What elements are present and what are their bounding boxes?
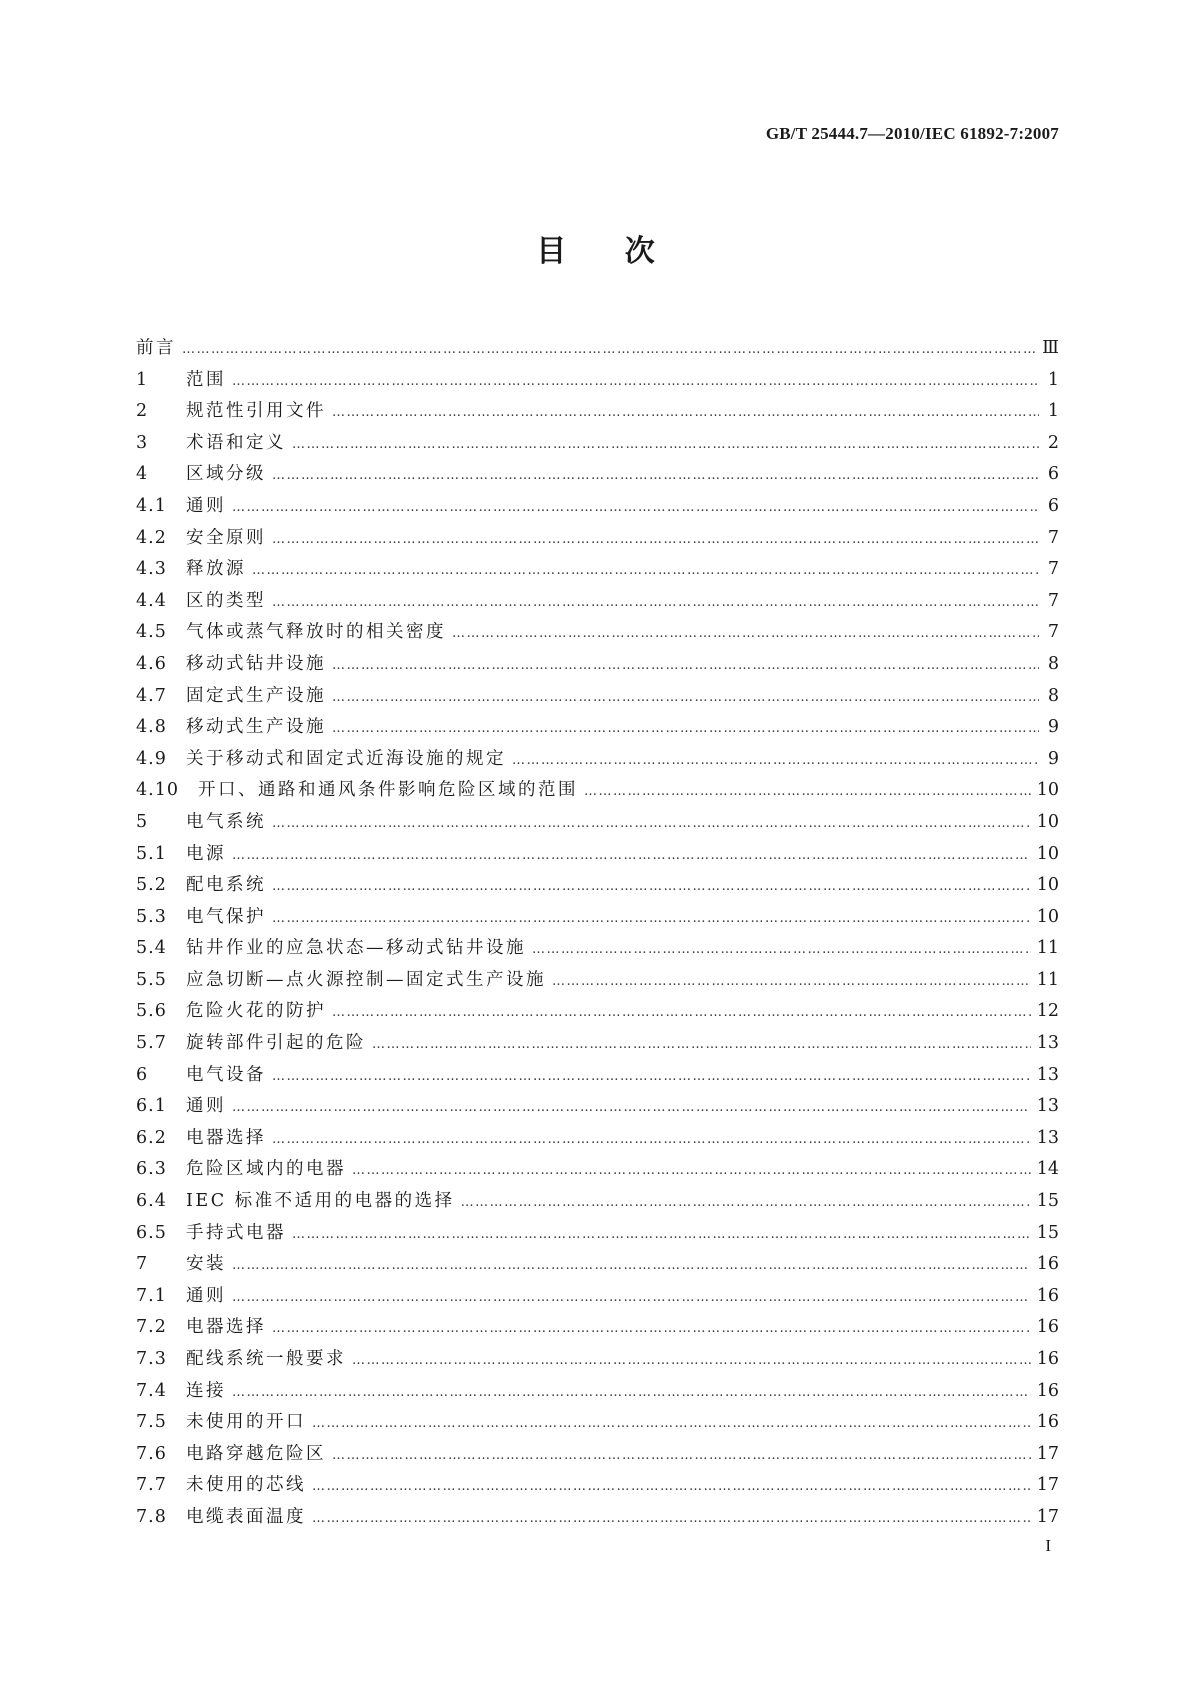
toc-entry-page: 16 — [1036, 1254, 1059, 1275]
toc-entry-page: 16 — [1036, 1412, 1059, 1433]
toc-entry-number: 6.4 — [136, 1191, 167, 1212]
toc-leader-dots — [352, 1163, 1031, 1178]
toc-entry-number: 4.4 — [136, 590, 167, 611]
toc-entry-page: 10 — [1036, 780, 1059, 801]
toc-entry-page: 17 — [1036, 1443, 1059, 1464]
toc-entry-number: 7.1 — [136, 1285, 167, 1306]
toc-leader-dots — [512, 753, 1039, 768]
toc-leader-dots — [232, 1258, 1031, 1273]
toc-leader-dots — [352, 1353, 1031, 1368]
toc-entry[interactable] — [136, 587, 1059, 619]
toc-entry-page: 2 — [1047, 432, 1059, 453]
toc-entry[interactable] — [136, 334, 1059, 366]
toc-entry-number: 5 — [136, 811, 149, 832]
toc-entry[interactable] — [136, 966, 1059, 998]
toc-entry-page: 8 — [1047, 653, 1059, 674]
toc-leader-dots — [232, 500, 1039, 515]
toc-entry-number: 5.4 — [136, 938, 167, 959]
toc-leader-dots — [232, 1385, 1031, 1400]
toc-entry-label: 范围 — [186, 369, 226, 390]
toc-entry-page: 7 — [1047, 590, 1059, 611]
toc-entry-label: 旋转部件引起的危险 — [186, 1033, 366, 1054]
toc-entry[interactable] — [136, 1061, 1059, 1093]
toc-entry-label: 规范性引用文件 — [186, 401, 326, 422]
toc-entry-number: 5.2 — [136, 875, 167, 896]
table-of-contents — [136, 334, 1059, 1535]
toc-entry[interactable] — [136, 682, 1059, 714]
toc-entry-label: 区的类型 — [186, 590, 266, 611]
toc-entry-label: 连接 — [186, 1380, 226, 1401]
toc-entry-page: 16 — [1036, 1380, 1059, 1401]
toc-entry-page: 9 — [1047, 748, 1059, 769]
toc-entry-number: 4.10 — [136, 780, 179, 801]
toc-entry-page: 14 — [1036, 1159, 1059, 1180]
toc-entry-page: 16 — [1036, 1285, 1059, 1306]
toc-entry[interactable] — [136, 366, 1059, 398]
toc-entry-label: 电器选择 — [186, 1127, 266, 1148]
toc-leader-dots — [332, 721, 1039, 736]
toc-leader-dots — [452, 626, 1039, 641]
toc-entry[interactable] — [136, 555, 1059, 587]
toc-entry-number: 6.2 — [136, 1127, 167, 1148]
toc-entry-number: 4.3 — [136, 559, 167, 580]
toc-entry-page: 1 — [1047, 369, 1059, 390]
toc-entry-label: 安全原则 — [186, 527, 266, 548]
toc-entry-label: 通则 — [186, 1096, 226, 1117]
toc-entry[interactable] — [136, 1440, 1059, 1472]
toc-entry-label: 固定式生产设施 — [186, 685, 326, 706]
toc-entry-label: 电气保护 — [186, 906, 266, 927]
toc-entry-label: 安装 — [186, 1254, 226, 1275]
toc-entry-page: 13 — [1036, 1096, 1059, 1117]
toc-entry-number: 6.3 — [136, 1159, 167, 1180]
toc-entry-number: 7 — [136, 1254, 149, 1275]
toc-entry[interactable] — [136, 1282, 1059, 1314]
toc-entry[interactable] — [136, 871, 1059, 903]
toc-entry-number: 4.1 — [136, 495, 167, 516]
toc-entry[interactable] — [136, 1124, 1059, 1156]
toc-entry-page: 10 — [1036, 875, 1059, 896]
toc-entry[interactable] — [136, 997, 1059, 1029]
toc-entry-number: 6 — [136, 1064, 149, 1085]
toc-entry[interactable] — [136, 429, 1059, 461]
toc-entry-page: 10 — [1036, 906, 1059, 927]
toc-entry[interactable] — [136, 618, 1059, 650]
toc-entry[interactable] — [136, 1029, 1059, 1061]
toc-entry-number: 4.7 — [136, 685, 167, 706]
toc-entry-label: 电路穿越危险区 — [186, 1443, 326, 1464]
toc-entry-label: 开口、通路和通风条件影响危险区域的范围 — [198, 780, 578, 801]
toc-entry-page: 13 — [1036, 1064, 1059, 1085]
toc-entry-label: 电气设备 — [186, 1064, 266, 1085]
toc-entry-page: 10 — [1036, 843, 1059, 864]
toc-entry-page: 6 — [1047, 495, 1059, 516]
toc-entry[interactable] — [136, 776, 1059, 808]
toc-entry-number: 4 — [136, 464, 149, 485]
toc-entry[interactable] — [136, 1471, 1059, 1503]
toc-entry-number: 4.9 — [136, 748, 167, 769]
toc-entry[interactable] — [136, 1377, 1059, 1409]
page-number: I — [1045, 1536, 1051, 1555]
toc-entry-label: 电缆表面温度 — [186, 1506, 306, 1527]
toc-entry-label: 前言 — [136, 338, 176, 358]
toc-entry-number: 5.6 — [136, 1001, 167, 1022]
toc-leader-dots — [272, 911, 1031, 926]
toc-entry-label: 电气系统 — [186, 811, 266, 832]
toc-leader-dots — [312, 1416, 1031, 1431]
toc-leader-dots — [272, 468, 1039, 483]
toc-entry[interactable] — [136, 1408, 1059, 1440]
toc-entry-label: 通则 — [186, 495, 226, 516]
toc-entry-number: 5.5 — [136, 969, 167, 990]
toc-entry-page: 15 — [1036, 1222, 1059, 1243]
toc-leader-dots — [272, 1069, 1031, 1084]
toc-entry-number: 7.5 — [136, 1412, 167, 1433]
toc-leader-dots — [332, 1005, 1031, 1020]
toc-entry-label: 气体或蒸气释放时的相关密度 — [186, 622, 446, 643]
toc-entry-label: 术语和定义 — [186, 432, 286, 453]
toc-leader-dots — [552, 974, 1031, 989]
toc-entry-page: 16 — [1036, 1349, 1059, 1369]
toc-entry-page: 11 — [1036, 938, 1059, 959]
toc-entry-page: 13 — [1036, 1033, 1059, 1054]
toc-leader-dots — [532, 942, 1031, 957]
toc-entry-page: 12 — [1036, 1001, 1059, 1022]
toc-leader-dots — [252, 563, 1039, 578]
toc-entry-label: 危险区域内的电器 — [186, 1159, 346, 1180]
toc-leader-dots — [332, 690, 1039, 705]
toc-leader-dots — [332, 1448, 1031, 1463]
toc-leader-dots — [272, 595, 1039, 610]
toc-entry-number: 4.5 — [136, 622, 167, 643]
toc-entry-label: 区域分级 — [186, 464, 266, 485]
toc-leader-dots — [232, 1100, 1031, 1115]
toc-leader-dots — [272, 816, 1031, 831]
toc-entry[interactable] — [136, 903, 1059, 935]
toc-entry[interactable] — [136, 650, 1059, 682]
toc-entry-number: 7.4 — [136, 1380, 167, 1401]
toc-leader-dots — [312, 1479, 1031, 1494]
toc-entry-number: 7.6 — [136, 1443, 167, 1464]
toc-entry-label: 钻井作业的应急状态—移动式钻井设施 — [186, 938, 526, 959]
toc-entry[interactable] — [136, 1313, 1059, 1345]
toc-entry-page: 16 — [1036, 1317, 1059, 1338]
toc-entry[interactable] — [136, 840, 1059, 872]
toc-entry[interactable] — [136, 397, 1059, 429]
toc-leader-dots — [272, 1321, 1031, 1336]
toc-leader-dots — [182, 342, 1036, 357]
toc-leader-dots — [292, 1227, 1031, 1242]
toc-leader-dots — [232, 374, 1039, 389]
toc-entry-number: 3 — [136, 432, 149, 453]
toc-entry[interactable] — [136, 1503, 1059, 1535]
toc-entry-page: 7 — [1047, 622, 1059, 643]
toc-entry[interactable] — [136, 1250, 1059, 1282]
toc-entry-page: 13 — [1036, 1127, 1059, 1148]
toc-entry-number: 5.3 — [136, 906, 167, 927]
toc-entry-label: 电源 — [186, 843, 226, 864]
toc-entry-number: 7.7 — [136, 1475, 167, 1496]
toc-entry-label: 释放源 — [186, 559, 246, 580]
toc-entry-number: 6.1 — [136, 1096, 167, 1117]
toc-entry-label: 关于移动式和固定式近海设施的规定 — [186, 748, 506, 769]
toc-entry-label: 通则 — [186, 1285, 226, 1306]
toc-entry-page: 1 — [1047, 401, 1059, 422]
toc-entry[interactable] — [136, 934, 1059, 966]
toc-entry-number: 6.5 — [136, 1222, 167, 1243]
toc-entry[interactable] — [136, 745, 1059, 777]
toc-entry[interactable] — [136, 1187, 1059, 1219]
toc-entry-page: 15 — [1036, 1191, 1059, 1212]
toc-entry-number: 4.6 — [136, 653, 167, 674]
toc-entry-page: 10 — [1036, 811, 1059, 832]
toc-entry-page: 11 — [1036, 969, 1059, 990]
toc-entry-number: 4.2 — [136, 527, 167, 548]
toc-leader-dots — [332, 405, 1039, 420]
toc-entry-label: 电器选择 — [186, 1317, 266, 1338]
toc-entry[interactable] — [136, 1092, 1059, 1124]
toc-entry-page: 17 — [1036, 1475, 1059, 1496]
toc-entry[interactable] — [136, 713, 1059, 745]
toc-entry-label: 配线系统一般要求 — [186, 1349, 346, 1369]
toc-entry-number: 5.7 — [136, 1033, 167, 1054]
toc-entry-page: 17 — [1036, 1506, 1059, 1527]
toc-entry-page: 9 — [1047, 717, 1059, 738]
toc-entry-number: 7.8 — [136, 1506, 167, 1527]
toc-entry-label: 未使用的开口 — [186, 1412, 306, 1433]
page-title: 目 次 — [536, 234, 655, 269]
toc-leader-dots — [272, 532, 1039, 547]
toc-entry-number: 4.8 — [136, 717, 167, 738]
toc-entry-page: 7 — [1047, 559, 1059, 580]
toc-entry[interactable] — [136, 1345, 1059, 1377]
toc-leader-dots — [312, 1511, 1031, 1526]
standard-code: GB/T 25444.7—2010/IEC 61892-7:2007 — [765, 124, 1059, 143]
toc-leader-dots — [372, 1037, 1031, 1052]
toc-entry[interactable] — [136, 808, 1059, 840]
toc-entry-label: 应急切断—点火源控制—固定式生产设施 — [186, 969, 546, 990]
toc-entry[interactable] — [136, 492, 1059, 524]
toc-entry[interactable] — [136, 1219, 1059, 1251]
toc-entry-label: 危险火花的防护 — [186, 1001, 326, 1022]
toc-leader-dots — [292, 437, 1039, 452]
toc-entry[interactable] — [136, 524, 1059, 556]
toc-entry-label: 配电系统 — [186, 875, 266, 896]
toc-entry-number: 2 — [136, 401, 149, 422]
toc-leader-dots — [272, 879, 1031, 894]
toc-entry[interactable] — [136, 1155, 1059, 1187]
toc-entry[interactable] — [136, 460, 1059, 492]
toc-entry-label: 未使用的芯线 — [186, 1475, 306, 1496]
toc-leader-dots — [232, 1290, 1031, 1305]
toc-leader-dots — [232, 848, 1031, 863]
toc-entry-page: 6 — [1047, 464, 1059, 485]
toc-entry-label: 移动式钻井设施 — [186, 653, 326, 674]
toc-leader-dots — [584, 784, 1031, 799]
toc-entry-page: 7 — [1047, 527, 1059, 548]
toc-entry-page: 8 — [1047, 685, 1059, 706]
toc-entry-label: IEC 标准不适用的电器的选择 — [186, 1191, 455, 1212]
toc-entry-number: 5.1 — [136, 843, 167, 864]
toc-entry-number: 7.3 — [136, 1349, 167, 1369]
toc-entry-number: 1 — [136, 369, 149, 390]
toc-leader-dots — [332, 658, 1039, 673]
toc-entry-label: 手持式电器 — [186, 1222, 286, 1243]
toc-entry-page: Ⅲ — [1042, 338, 1059, 358]
toc-entry-number: 7.2 — [136, 1317, 167, 1338]
toc-leader-dots — [461, 1195, 1031, 1210]
toc-entry-label: 移动式生产设施 — [186, 717, 326, 738]
toc-leader-dots — [272, 1132, 1031, 1147]
